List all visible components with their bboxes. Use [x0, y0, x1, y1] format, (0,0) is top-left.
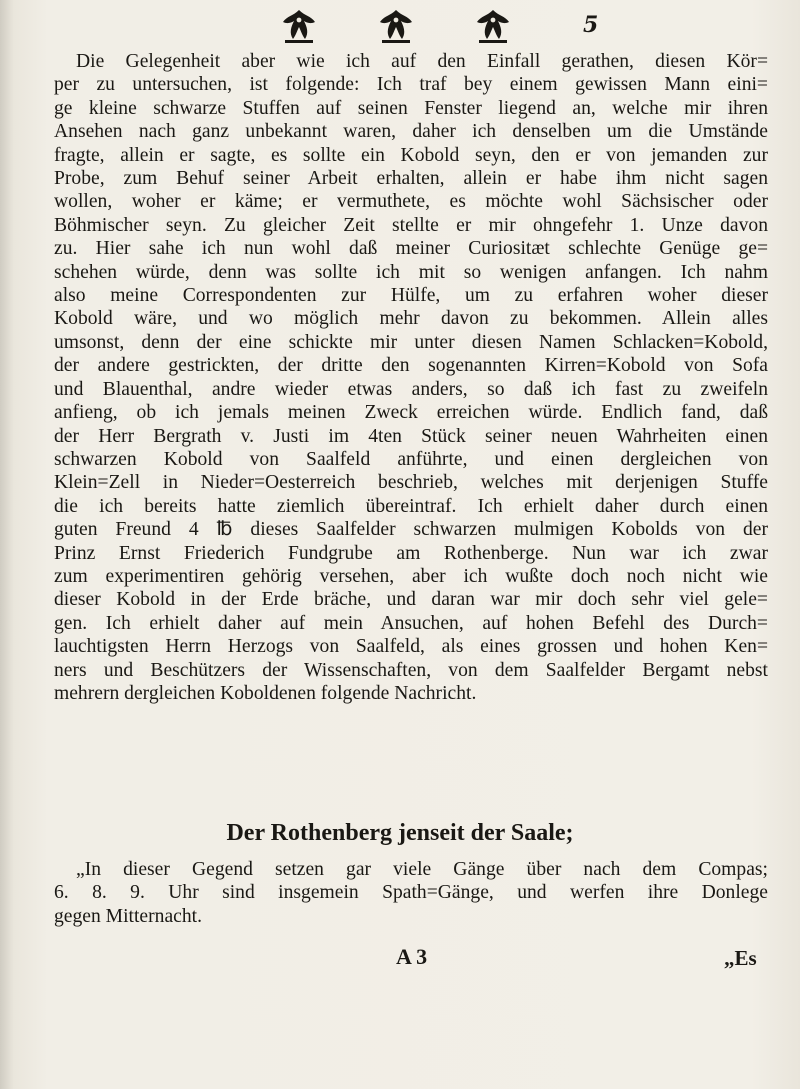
text-line: Böhmischer seyn. Zu gleicher Zeit stellte er mir ohngefehr 1. Unze davon	[54, 214, 768, 236]
text-line: die ich bereits hatte ziemlich übereintraf. Ich erhielt daher durch einen	[54, 495, 768, 517]
text-line: schwarzen Kobold von Saalfeld anführte, und einen dergleichen von	[54, 448, 768, 470]
text-line: der Herr Bergrath v. Justi im 4ten Stück seiner neuen Wahrheiten einen	[54, 425, 768, 447]
text-line: per zu untersuchen, ist folgende: Ich traf bey einem gewissen Mann eini=	[54, 74, 768, 96]
section-heading: Der Rothenberg jenseit der Saale;	[226, 820, 574, 846]
text-line: fragte, allein er sagte, es sollte ein Kobold seyn, den er von jemanden zur	[54, 144, 768, 166]
signature-mark: A 3	[396, 944, 428, 969]
text-line: also meine Correspondenten zur Hülfe, um zu erfahren woher dieser	[54, 285, 768, 307]
body-paragraph-2	[54, 858, 768, 928]
text-line: 6. 8. 9. Uhr sind insgemein Spath=Gänge, und werfen ihre Donlege	[54, 882, 768, 904]
text-line: gen. Ich erhielt daher auf mein Ansuchen, auf hohen Befehl des Durch=	[54, 612, 768, 634]
text-line: Prinz Ernst Friederich Fundgrube am Rothenberge. Nun war ich zwar	[54, 542, 768, 564]
text-line: zu. Hier sahe ich nun wohl daß meiner Curiositæt schlechte Genüge ge=	[54, 238, 768, 260]
text-line: und Blauenthal, andre wieder etwas anders, so daß ich fast zu zweifeln	[54, 378, 768, 400]
spine-shadow	[0, 0, 14, 1089]
text-line: Probe, zum Behuf seiner Arbeit erhalten, allein er habe ihm nicht sagen	[54, 168, 768, 190]
text-line: dieser Kobold in der Erde bräche, und daran war mir doch sehr viel gele=	[54, 589, 768, 611]
text-line: umsonst, denn der eine schickte mir unter diesen Namen Schlacken=Kobold,	[54, 331, 768, 353]
text-line: ge kleine schwarze Stuffen auf seinen Fenster liegend an, welche mir ihren	[54, 97, 768, 119]
fleuron-icon	[470, 7, 516, 45]
text-line: anfieng, ob ich jemals meinen Zweck erreichen würde. Endlich fand, daß	[54, 402, 768, 424]
text-line: Ansehen nach ganz unbekannt waren, daher ich denselben um die Umstände	[54, 121, 768, 143]
text-line: mehrern dergleichen Koboldenen folgende Nachricht.	[54, 682, 477, 704]
text-line: „In dieser Gegend setzen gar viele Gänge über nach dem Compas;	[76, 859, 768, 880]
text-line: lauchtigsten Herrn Herzogs von Saalfeld, als eines grossen und hohen Ken=	[54, 636, 768, 658]
text-line: guten Freund 4 ℔ dieses Saalfelder schwarzen mulmigen Kobolds von der	[54, 519, 768, 541]
header-ornaments	[276, 6, 516, 46]
text-line: zum experimentiren gehörig versehen, aber ich wußte doch noch nicht wie	[54, 565, 768, 587]
catchword: „Es	[724, 946, 757, 970]
text-line: gegen Mitternacht.	[54, 905, 202, 927]
text-line: ners und Beschützers der Wissenschaften, von dem Saalfelder Bergamt nebst	[54, 659, 768, 681]
text-line: Klein=Zell in Nieder=Oesterreich beschrieb, welches mit derjenigen Stuffe	[54, 472, 768, 494]
text-line: schehen würde, denn was sollte ich mit so wenigen anfangen. Ich nahm	[54, 261, 768, 283]
fleuron-icon	[276, 7, 322, 45]
text-line: Kobold wäre, und wo möglich mehr davon zu bekommen. Allein alles	[54, 308, 768, 330]
page-number: 5	[583, 12, 599, 38]
text-line: Die Gelegenheit aber wie ich auf den Einfall gerathen, diesen Kör=	[76, 51, 768, 72]
text-line: wollen, woher er käme; er vermuthete, es möchte wohl Sächsischer oder	[54, 191, 768, 213]
text-line: der andere gestrickten, der dritte den sogenannten Kirren=Kobold von Sofa	[54, 355, 768, 377]
fleuron-icon	[373, 7, 419, 45]
body-paragraph	[54, 50, 768, 705]
